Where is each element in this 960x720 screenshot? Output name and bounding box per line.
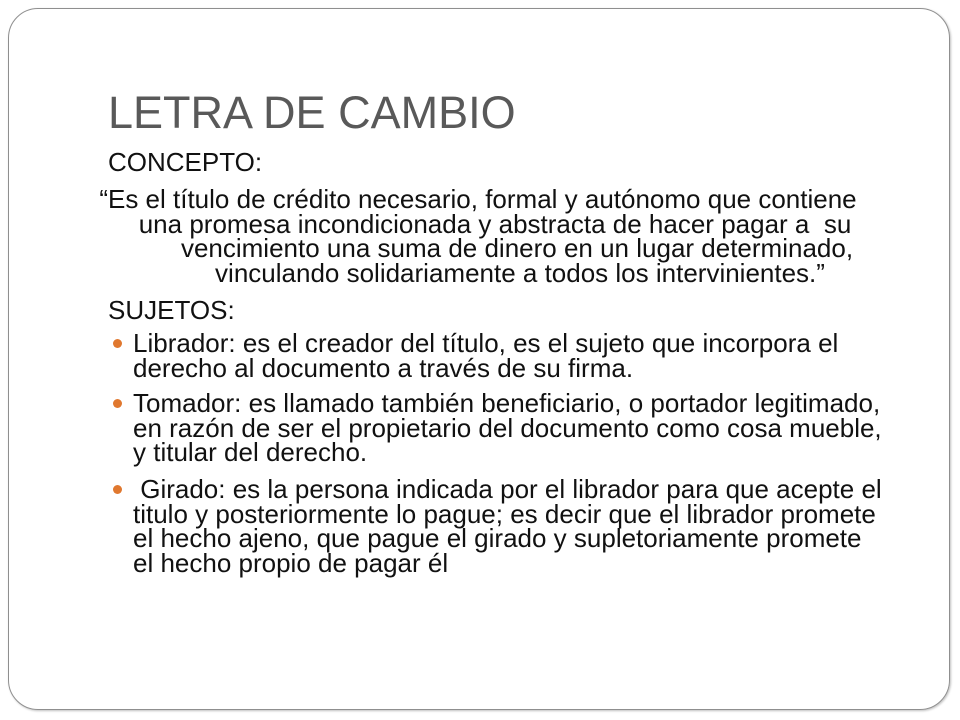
concept-quote [0,184,960,288]
bullet-line: derecho al documento a través de su firma. [133,352,634,383]
slide-title: LETRA DE CAMBIO [108,87,516,138]
bullet-icon [113,485,122,494]
bullet-line: en razón de ser el propietario del documento como cosa mueble, [133,412,882,443]
bullet-line: Tomador: es llamado también beneficiario, o portador legitimado, [133,388,881,418]
bullet-line: el hecho ajeno, que pague el girado y supletoriamente promete [133,523,862,553]
bullet-icon [113,339,122,348]
concept-quote-line: vinculando solidariamente a todos los intervinientes.” [215,257,825,288]
bullet-item-girado [133,474,882,578]
bullet-line: el hecho propio de pagar él [133,547,449,578]
bullet-line: Librador: es el creador del título, es el sujeto que incorpora el [133,328,839,358]
bullet-line: y titular del derecho. [133,437,368,467]
subjects-heading: SUJETOS: [108,295,235,325]
concept-quote-line: “Es el título de crédito necesario, formal y autónomo que contiene [99,184,857,214]
bullet-icon [113,399,122,408]
concept-quote-line: vencimiento una suma de dinero en un lugar determinado, [180,233,854,263]
concept-quote-line: una promesa incondicionada y abstracta de hacer pagar a su [138,208,852,239]
bullet-item-librador [133,328,839,383]
bullet-item-tomador [133,388,882,467]
bullet-line: Girado: es la persona indicada por el librador para que acepte el [133,474,882,504]
concept-heading: CONCEPTO: [108,147,263,177]
bullet-line: titulo y posteriormente lo pague; es decir que el librador promete [133,498,876,529]
